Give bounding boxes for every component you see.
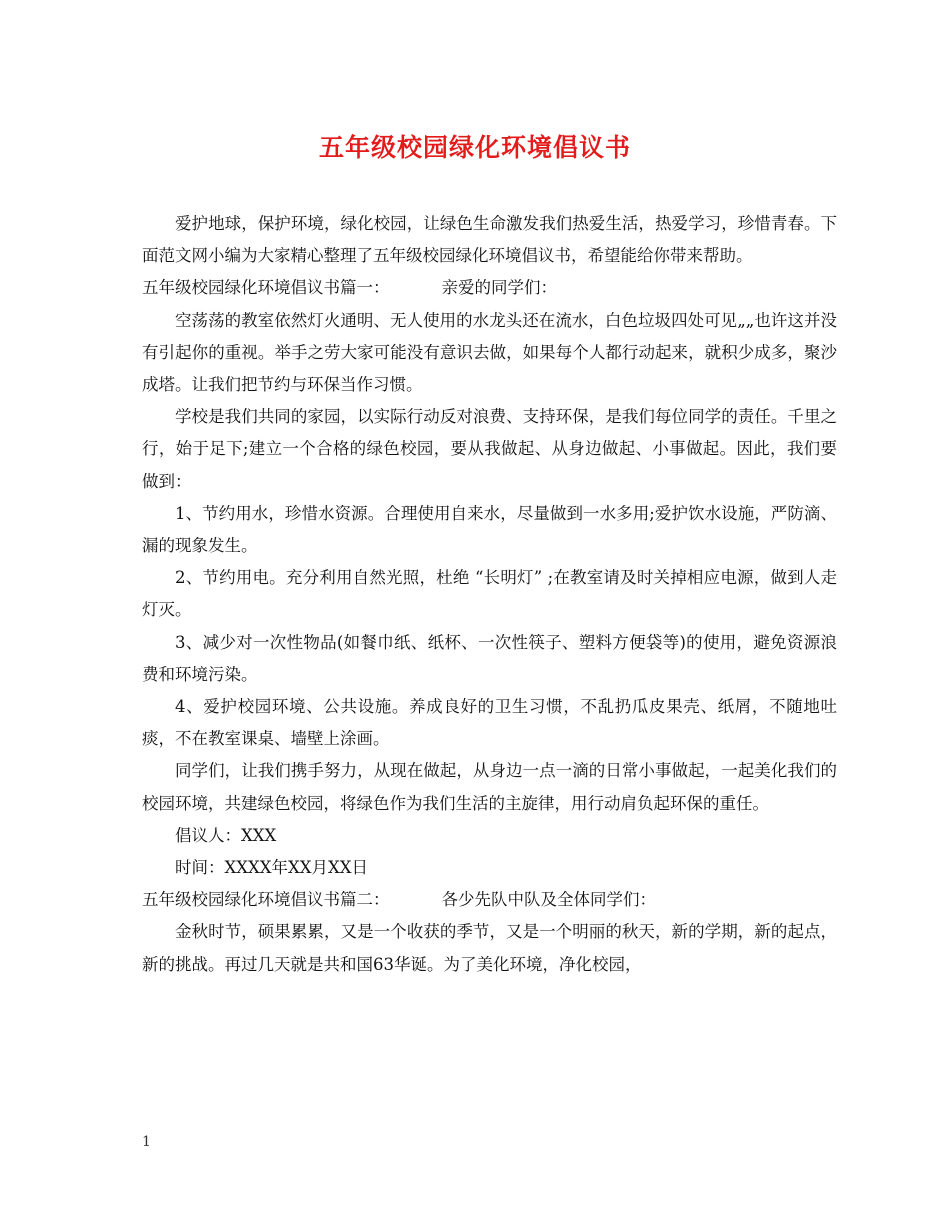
proposer-line: 倡议人：XXX [175, 825, 277, 845]
document-body [142, 208, 837, 981]
body-paragraph: 同学们，让我们携手努力，从现在做起，从身边一点一滴的日常小事做起，一起美化我们的校园环境，共建绿色校园，将绿色作为我们生活的主旋律，用行动肩负起环保的重任。 [142, 761, 837, 813]
list-item-1: 1、节约用水，珍惜水资源。合理使用自来水，尽量做到一水多用;爱护饮水设施，严防滴、漏的现象发生。 [142, 503, 837, 556]
body-paragraph: 金秋时节，硕果累累，又是一个收获的季节，又是一个明丽的秋天，新的学期，新的起点，新的挑战。再过几天就是共和国63华诞。为了美化环境，净化校园， [142, 922, 837, 974]
section-label-1: 五年级校园绿化环境倡议书篇一： [142, 278, 390, 298]
list-item-3: 3、减少对一次性物品(如餐巾纸、纸杯、一次性筷子、塑料方便袋等)的使用，避免资源浪费和环境污染。 [142, 632, 837, 684]
section-salutation-1: 亲爱的同学们： [441, 278, 557, 298]
section-heading-1 [142, 272, 837, 304]
list-item-2: 2、节约用电。充分利用自然光照，杜绝 “长明灯” ;在教室请及时关掉相应电源，做到人走灯灭。 [142, 568, 837, 620]
section-salutation-2: 各少先队中队及全体同学们： [441, 890, 656, 910]
body-paragraph: 学校是我们共同的家园，以实际行动反对浪费、支持环保，是我们每位同学的责任。千里之行，始于足下;建立一个合格的绿色校园，要从我做起、从身边做起、小事做起。因此，我们要做到： [142, 407, 837, 491]
intro-paragraph: 爱护地球，保护环境，绿化校园，让绿色生命激发我们热爱生活，热爱学习，珍惜青春。下面范文网小编为大家精心整理了五年级校园绿化环境倡议书，希望能给你带来帮助。 [142, 214, 837, 266]
section-label-2: 五年级校园绿化环境倡议书篇二： [142, 890, 390, 910]
list-item-4: 4、爱护校园环境、公共设施。养成良好的卫生习惯，不乱扔瓜皮果壳、纸屑，不随地吐痰，不在教室课桌、墙壁上涂画。 [142, 697, 837, 749]
body-paragraph: 空荡荡的教室依然灯火通明、无人使用的水龙头还在流水，白色垃圾四处可见„„也许这并没有引起你的重视。举手之劳大家可能没有意识去做，如果每个人都行动起来，就积少成多，聚沙成塔。让我们把节约与环保当作习惯。 [142, 310, 837, 395]
document-title: 五年级校园绿化环境倡议书 [318, 133, 631, 162]
date-line: 时间：XXXX年XX月XX日 [175, 858, 368, 878]
section-heading-2 [142, 884, 837, 916]
page-number: 1 [142, 1134, 151, 1150]
